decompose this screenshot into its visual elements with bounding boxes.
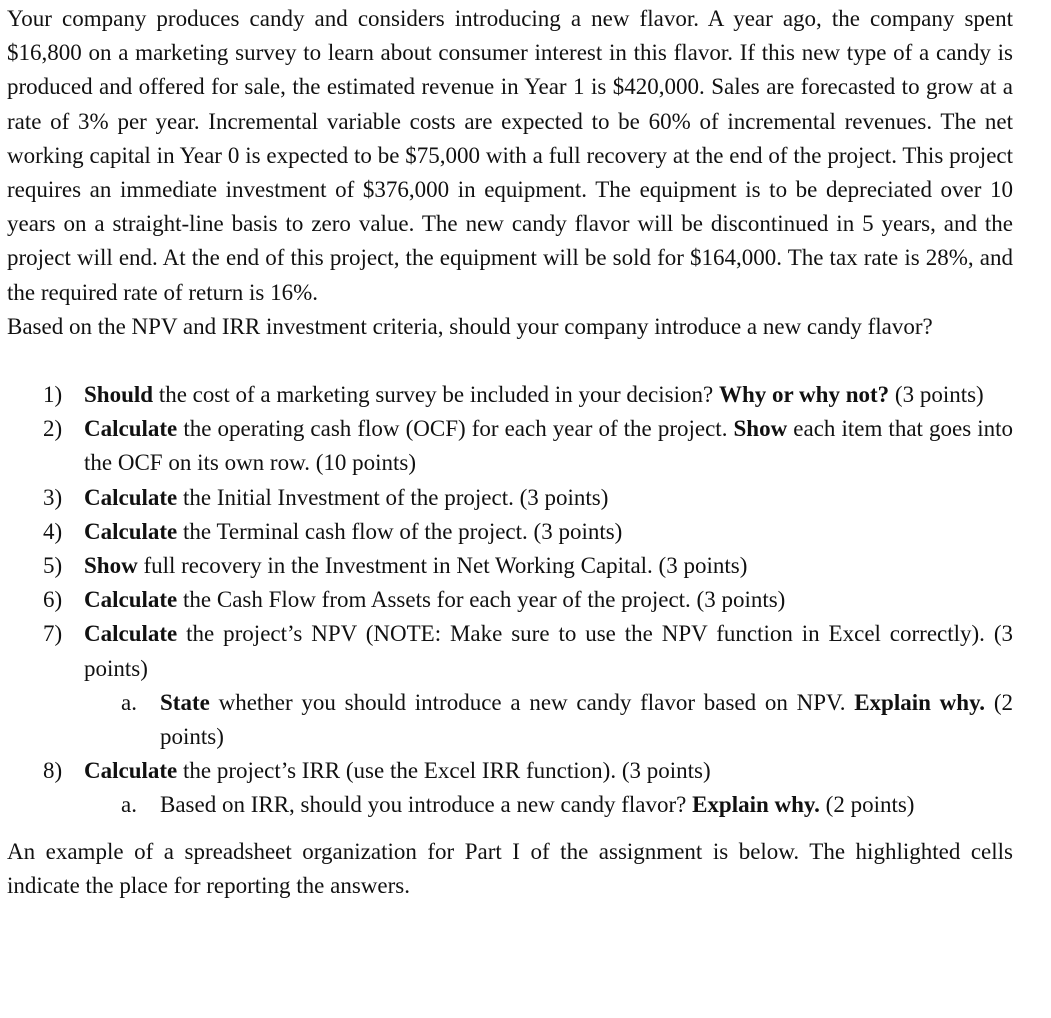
question-item-5 (7, 549, 1013, 583)
question-emphasis: Explain why. (692, 792, 820, 818)
question-number: 4) (43, 518, 63, 544)
question-verb: Calculate (84, 758, 178, 784)
question-verb: State (160, 689, 210, 715)
question-number: 7) (43, 621, 63, 647)
question-verb: Calculate (84, 484, 178, 510)
question-number: 2) (43, 416, 63, 442)
question-verb: Should (84, 382, 154, 408)
question-text: the operating cash flow (OCF) for each year of the project. (177, 416, 734, 442)
question-text: the project’s NPV (NOTE: Make sure to use the NPV function in Excel correctly). (3 points) (84, 621, 1013, 681)
sub-question-list (84, 788, 1013, 822)
question-points: each item that goes into the OCF on its own row. (10 points) (84, 416, 1013, 476)
question-text: the Initial Investment of the project. (3 points) (177, 484, 609, 510)
question-item-1 (7, 378, 1013, 412)
question-points: (3 points) (889, 382, 984, 408)
footer-paragraph: An example of a spreadsheet organization for Part I of the assignment is below. The highlighted cells indicate the place for reporting the answers. (7, 838, 1013, 898)
question-emphasis: Show (733, 416, 788, 442)
question-points: (2 points) (160, 689, 1013, 750)
question-verb: Show (84, 553, 138, 579)
question-number: 6) (43, 587, 63, 613)
question-item-2 (7, 412, 1013, 480)
question-item-3 (7, 481, 1013, 515)
question-text: the cost of a marketing survey be included in your decision? (153, 382, 719, 408)
question-text: the project’s IRR (use the Excel IRR function). (3 points) (177, 758, 711, 784)
sub-question-item (83, 686, 1013, 754)
question-item-6 (7, 583, 1013, 617)
question-text: the Terminal cash flow of the project. (3 points) (177, 518, 623, 544)
question-number: 8) (43, 758, 63, 784)
sub-question-list (84, 686, 1013, 754)
question-verb: Calculate (84, 621, 178, 647)
question-text: whether you should introduce a new candy flavor based on NPV. (209, 689, 855, 715)
sub-question-letter: a. (121, 689, 137, 715)
question-item-4 (7, 515, 1013, 549)
question-points: (2 points) (819, 792, 915, 818)
spacer (7, 344, 1013, 378)
question-emphasis: Explain why. (854, 689, 986, 715)
question-text: the Cash Flow from Assets for each year of the project. (3 points) (177, 587, 786, 613)
question-emphasis: Why or why not? (718, 382, 890, 408)
intro-paragraph: Your company produces candy and considers introducing a new flavor. A year ago, the company spent $16,800 on a marketing survey to learn about consumer interest in this flavor. If this new type of a candy is produced and offered for sale, the estimated revenue in Year 1 is $420,000. Sales are forecasted to grow at a rate of 3% per year. Incremental variable costs are expected to be 60% of incremental revenues. The net working capital in Year 0 is expected to be $75,000 with a full recovery at the end of the project. This project requires an immediate investment of $376,000 in equipment. The equipment is to be depreciated over 10 years on a straight-line basis to zero value. The new candy flavor will be discontinued in 5 years, and the project will end. At the end of this project, the equipment will be sold for $164,000. The tax rate is 28%, and the required rate of return is 16%. (7, 6, 1013, 305)
question-item-8 (7, 754, 1013, 822)
question-item-7 (7, 617, 1013, 754)
sub-question-item (83, 788, 1013, 822)
question-verb: Calculate (84, 416, 178, 442)
question-text: full recovery in the Investment in Net Working Capital. (3 points) (137, 553, 748, 579)
question-verb: Calculate (84, 587, 178, 613)
question-number: 3) (43, 484, 63, 510)
spacer (7, 823, 1013, 835)
question-list (7, 378, 1013, 823)
intro-question: Based on the NPV and IRR investment criteria, should your company introduce a new candy flavor? (7, 313, 933, 339)
question-text: Based on IRR, should you introduce a new candy flavor? (160, 792, 693, 818)
question-number: 5) (43, 553, 63, 579)
question-verb: Calculate (84, 518, 178, 544)
question-number: 1) (43, 382, 63, 408)
sub-question-letter: a. (121, 792, 137, 818)
